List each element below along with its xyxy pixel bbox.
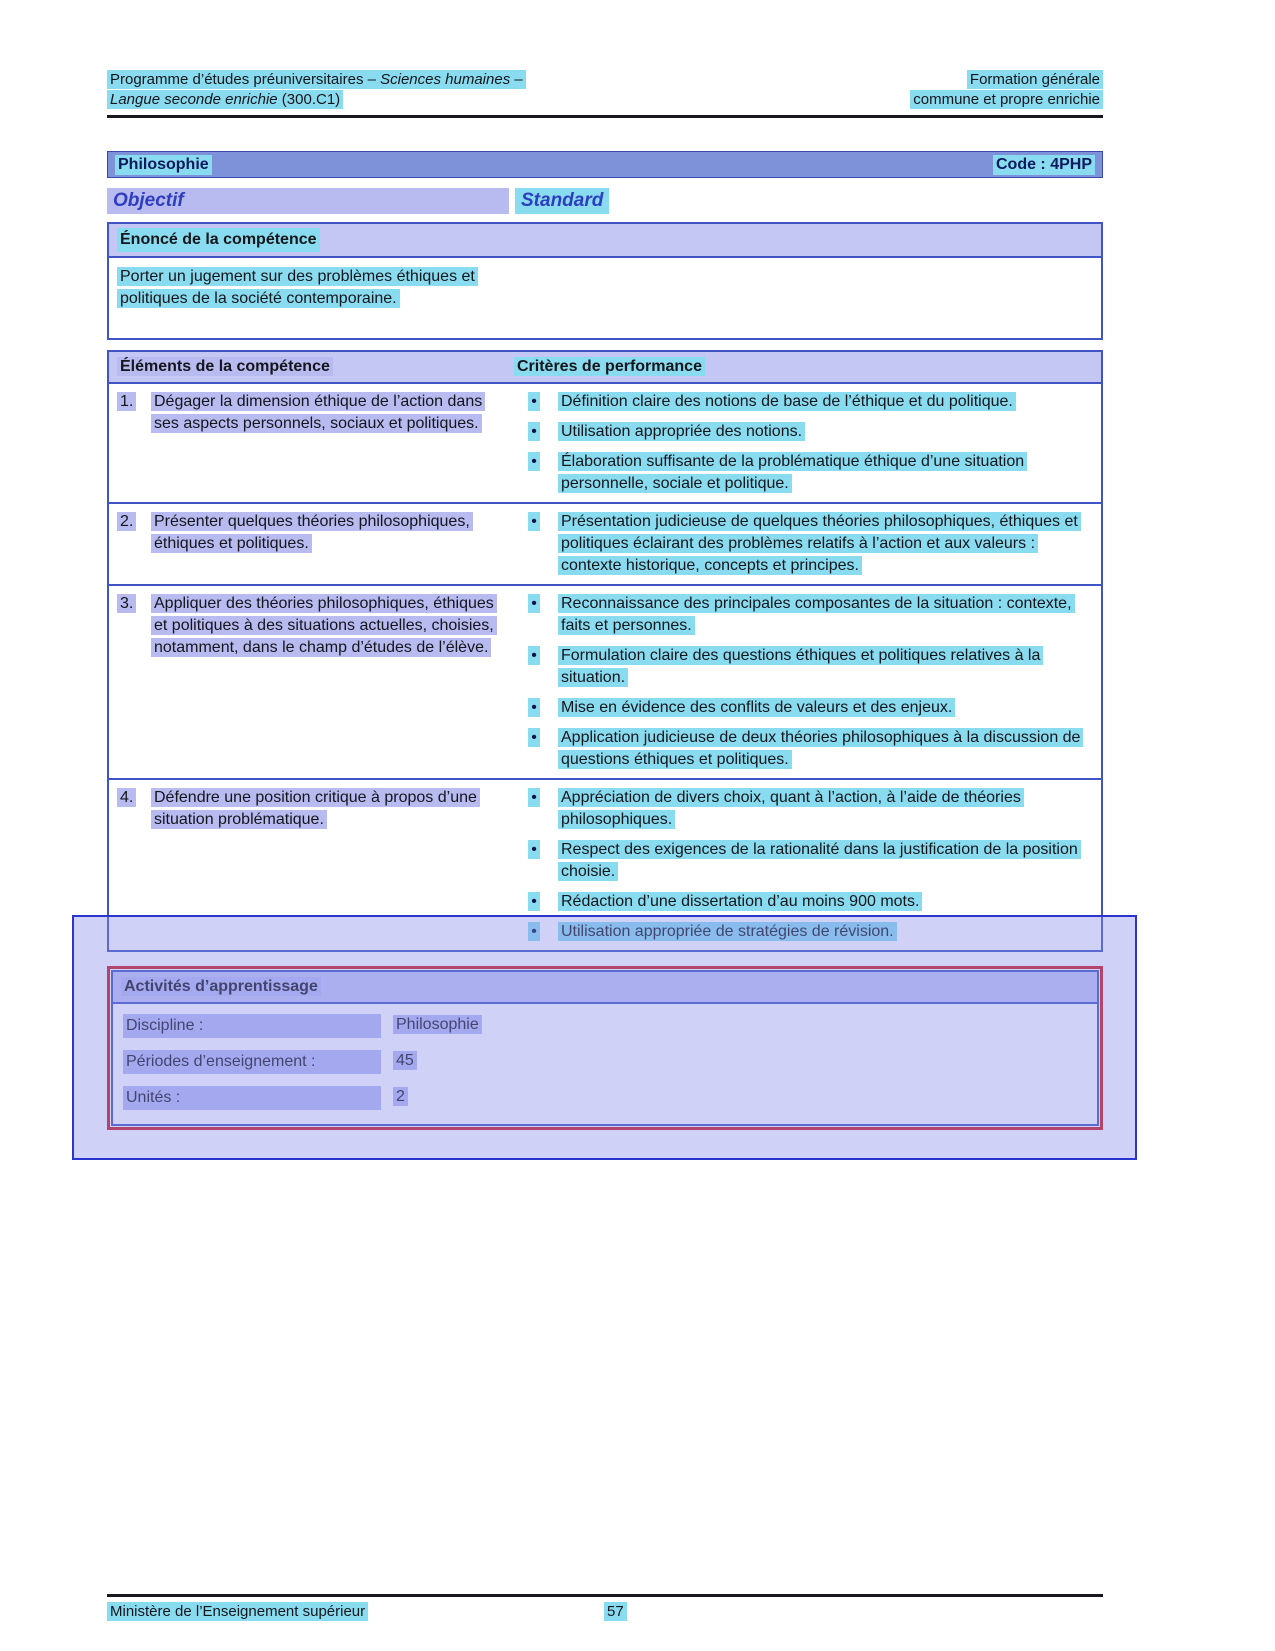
activity-value: 2 <box>393 1086 1087 1110</box>
element-cell <box>109 391 514 495</box>
header-left-line2: Langue seconde enrichie (300.C1) <box>107 90 526 110</box>
element-number: 4. <box>117 787 151 943</box>
activity-row <box>123 1086 1087 1110</box>
criterion-text: Formulation claire des questions éthiques et politiques relatives à la situation. <box>558 645 1093 689</box>
table-row-1 <box>109 384 1101 504</box>
bullet-icon: • <box>526 921 542 943</box>
criterion-text: Appréciation de divers choix, quant à l’action, à l’aide de théories philosophiques. <box>558 787 1093 831</box>
criterion-item <box>514 451 1093 495</box>
bullet-icon: • <box>526 511 542 577</box>
competence-table <box>107 350 1103 952</box>
criterion-item <box>514 891 1093 913</box>
enonce-table <box>107 222 1103 340</box>
activity-label: Unités : <box>123 1086 393 1110</box>
criterion-text: Reconnaissance des principales composantes de la situation : contexte, faits et personnes. <box>558 593 1093 637</box>
bullet-icon: • <box>526 451 542 495</box>
table-row-4 <box>109 780 1101 950</box>
header-left <box>107 70 526 110</box>
criterion-item <box>514 391 1093 413</box>
standard-heading: Standard <box>515 188 609 214</box>
criterion-item <box>514 697 1093 719</box>
criterion-text: Utilisation appropriée des notions. <box>558 421 1093 443</box>
criterion-item <box>514 511 1093 577</box>
criteria-cell <box>514 787 1101 943</box>
bullet-icon: • <box>526 839 542 883</box>
page-number: 57 <box>604 1603 627 1620</box>
competence-header-row <box>109 352 1101 384</box>
element-text: Appliquer des théories philosophiques, éthiques et politiques à des situations actuelles, choisies, notamment, dans le champ d’études de l’élève. <box>151 593 504 771</box>
element-text: Dégager la dimension éthique de l’action dans ses aspects personnels, sociaux et politiques. <box>151 391 504 495</box>
activity-value: Philosophie <box>393 1014 1087 1038</box>
elements-column-header: Éléments de la compétence <box>117 356 514 378</box>
criterion-text: Utilisation appropriée de stratégies de révision. <box>558 921 1093 943</box>
element-cell <box>109 511 514 577</box>
course-title-bar <box>107 151 1103 178</box>
criteria-cell <box>514 593 1101 771</box>
table-row-3 <box>109 586 1101 780</box>
criterion-item <box>514 839 1093 883</box>
criterion-item <box>514 921 1093 943</box>
bullet-icon: • <box>526 787 542 831</box>
criteria-cell <box>514 391 1101 495</box>
criterion-item <box>514 787 1093 831</box>
document-content <box>107 0 1103 1130</box>
header-right-line2: commune et propre enrichie <box>910 90 1103 110</box>
bullet-icon: • <box>526 391 542 413</box>
footer-rule <box>107 1594 1103 1597</box>
criterion-item <box>514 645 1093 689</box>
criterion-text: Définition claire des notions de base de l’éthique et du politique. <box>558 391 1093 413</box>
bullet-icon: • <box>526 727 542 771</box>
criterion-text: Rédaction d’une dissertation d’au moins 900 mots. <box>558 891 1093 913</box>
element-cell <box>109 593 514 771</box>
header-right <box>910 70 1103 110</box>
footer-line <box>107 1603 1103 1620</box>
ministry-text: Ministère de l’Enseignement supérieur <box>107 1602 368 1621</box>
annotation-red-box <box>107 966 1103 1130</box>
criterion-item <box>514 727 1093 771</box>
enonce-body <box>109 258 1101 338</box>
criterion-item <box>514 593 1093 637</box>
activities-box <box>111 970 1099 1126</box>
criteria-cell <box>514 511 1101 577</box>
course-title: Philosophie <box>115 155 212 175</box>
objective-standard-row <box>107 188 1103 214</box>
objectif-heading: Objectif <box>107 188 509 214</box>
element-cell <box>109 787 514 943</box>
element-number: 3. <box>117 593 151 771</box>
bullet-icon: • <box>526 891 542 913</box>
bullet-icon: • <box>526 697 542 719</box>
bullet-icon: • <box>526 645 542 689</box>
criterion-item <box>514 421 1093 443</box>
enonce-header-row <box>109 224 1101 258</box>
criterion-text: Présentation judicieuse de quelques théories philosophiques, éthiques et politiques éclairant des problèmes relatifs à l’action et aux valeurs : contexte historique, concepts et principes. <box>558 511 1093 577</box>
activities-title-row <box>113 972 1097 1004</box>
bullet-icon: • <box>526 421 542 443</box>
activity-label: Périodes d’enseignement : <box>123 1050 393 1074</box>
element-number: 1. <box>117 391 151 495</box>
criterion-text: Mise en évidence des conflits de valeurs et des enjeux. <box>558 697 1093 719</box>
activities-body <box>113 1004 1097 1124</box>
activity-row <box>123 1014 1087 1038</box>
element-text: Présenter quelques théories philosophiques, éthiques et politiques. <box>151 511 504 577</box>
course-code: Code : 4PHP <box>993 155 1095 175</box>
criterion-text: Élaboration suffisante de la problématique éthique d’une situation personnelle, sociale et politique. <box>558 451 1093 495</box>
activities-title: Activités d’apprentissage <box>121 977 321 996</box>
criterion-text: Application judicieuse de deux théories philosophiques à la discussion de questions éthiques et politiques. <box>558 727 1093 771</box>
criteres-column-header: Critères de performance <box>514 356 1093 378</box>
activity-row <box>123 1050 1087 1074</box>
table-row-2 <box>109 504 1101 586</box>
header-left-line1: Programme d’études préuniversitaires – Sciences humaines – <box>107 70 526 90</box>
activity-label: Discipline : <box>123 1014 393 1038</box>
activity-value: 45 <box>393 1050 1087 1074</box>
element-number: 2. <box>117 511 151 577</box>
enonce-text: Porter un jugement sur des problèmes éthiques et politiques de la société contemporaine. <box>117 266 477 310</box>
element-text: Défendre une position critique à propos d’une situation problématique. <box>151 787 504 943</box>
page-footer <box>107 1594 1103 1620</box>
enonce-header: Énoncé de la compétence <box>117 228 320 252</box>
bullet-icon: • <box>526 593 542 637</box>
criterion-text: Respect des exigences de la rationalité dans la justification de la position choisie. <box>558 839 1093 883</box>
header-rule <box>107 115 1103 118</box>
header-right-line1: Formation générale <box>910 70 1103 90</box>
page-header <box>107 70 1103 110</box>
